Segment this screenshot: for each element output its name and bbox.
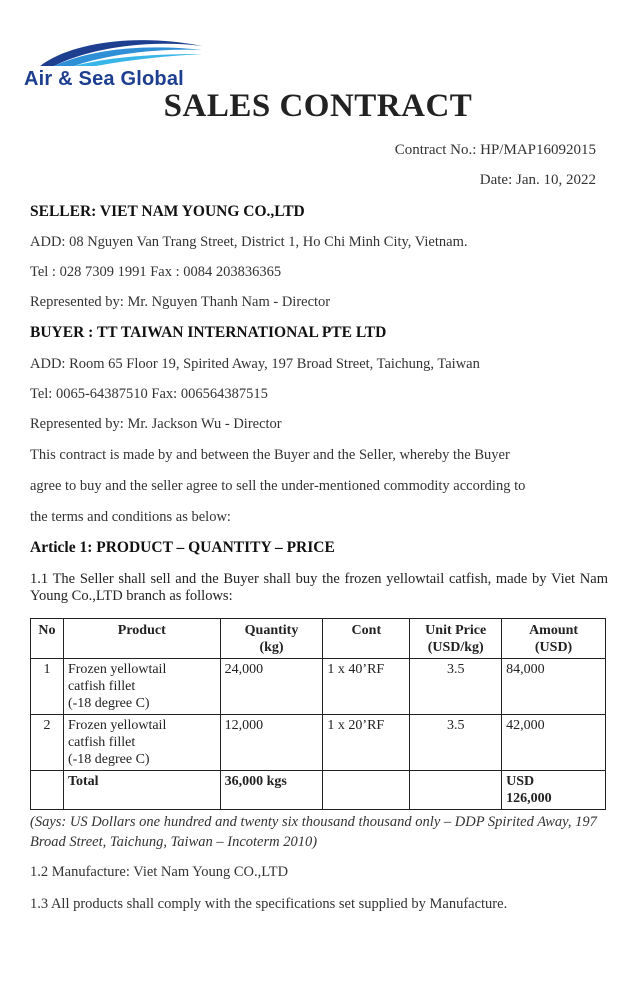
contract-number: Contract No.: HP/MAP16092015	[394, 142, 596, 158]
row-unit-price: 3.5	[410, 715, 502, 771]
header-quantity-line-2: (kg)	[259, 640, 284, 655]
intro-line-1: This contract is made by and between the Buyer and the Seller, whereby the Buyer	[30, 447, 510, 463]
buyer-phone: Tel: 0065-64387510 Fax: 006564387515	[30, 386, 268, 402]
wave-logo-icon	[34, 36, 204, 70]
total-label: Total	[63, 771, 220, 810]
header-amount-line-2: (USD)	[534, 640, 573, 655]
row-no: 1	[31, 659, 64, 715]
intro-line-2: agree to buy and the seller agree to sell the under-mentioned commodity according to	[30, 478, 526, 494]
row-quantity: 12,000	[220, 715, 323, 771]
amount-in-words: (Says: US Dollars one hundred and twenty six thousand thousand only – DDP Spirited Away, 197 Broad Street, Taichung, Taiwan – Incoterm 2010)	[30, 814, 597, 850]
row-product	[63, 715, 220, 771]
header-unit-price-line-2: (USD/kg)	[427, 640, 484, 655]
product-line-2: catfish fillet	[67, 679, 136, 694]
document-title: SALES CONTRACT	[163, 88, 473, 124]
header-quantity	[220, 619, 323, 659]
article-1-heading: Article 1: PRODUCT – QUANTITY – PRICE	[30, 539, 335, 556]
row-unit-price: 3.5	[410, 659, 502, 715]
product-line-1: Frozen yellowtail	[67, 718, 167, 733]
header-amount-line-1: Amount	[529, 623, 579, 638]
product-line-1: Frozen yellowtail	[67, 662, 167, 677]
product-table	[30, 618, 606, 810]
logo-text: Air & Sea Global	[24, 68, 184, 90]
product-line-3: (-18 degree C)	[67, 696, 150, 711]
total-quantity: 36,000 kgs	[220, 771, 323, 810]
product-line-2: catfish fillet	[67, 735, 136, 750]
seller-heading: SELLER: VIET NAM YOUNG CO.,LTD	[30, 203, 305, 220]
header-cont: Cont	[323, 619, 410, 659]
company-logo	[22, 36, 202, 96]
header-unit-price-line-1: Unit Price	[425, 623, 487, 638]
row-amount: 84,000	[502, 659, 606, 715]
row-cont: 1 x 20’RF	[323, 715, 410, 771]
total-cont-cell	[323, 771, 410, 810]
total-amount-currency: USD	[506, 774, 535, 789]
table-header-row	[31, 619, 606, 659]
total-price-cell	[410, 771, 502, 810]
total-amount-value: 126,000	[506, 791, 552, 806]
buyer-representative: Represented by: Mr. Jackson Wu - Director	[30, 416, 282, 432]
seller-address: ADD: 08 Nguyen Van Trang Street, District 1, Ho Chi Minh City, Vietnam.	[30, 234, 468, 250]
row-product	[63, 659, 220, 715]
buyer-heading: BUYER : TT TAIWAN INTERNATIONAL PTE LTD	[30, 324, 387, 341]
table-total-row	[31, 771, 606, 810]
header-amount	[502, 619, 606, 659]
total-amount	[502, 771, 606, 810]
clause-1-2: 1.2 Manufacture: Viet Nam Young CO.,LTD	[30, 864, 289, 880]
buyer-address: ADD: Room 65 Floor 19, Spirited Away, 197 Broad Street, Taichung, Taiwan	[30, 356, 480, 372]
clause-1-3: 1.3 All products shall comply with the specifications set supplied by Manufacture.	[30, 896, 508, 912]
row-amount: 42,000	[502, 715, 606, 771]
clause-1-1: 1.1 The Seller shall sell and the Buyer shall buy the frozen yellowtail catfish, made by Viet Nam Young Co.,LTD branch as follows:	[30, 571, 608, 604]
row-quantity: 24,000	[220, 659, 323, 715]
intro-line-3: the terms and conditions as below:	[30, 509, 231, 525]
row-no: 2	[31, 715, 64, 771]
header-product: Product	[63, 619, 220, 659]
contract-date: Date: Jan. 10, 2022	[479, 172, 596, 188]
header-no: No	[31, 619, 64, 659]
seller-phone: Tel : 028 7309 1991 Fax : 0084 203836365	[30, 264, 282, 280]
table-row	[31, 659, 606, 715]
header-unit-price	[410, 619, 502, 659]
table-row	[31, 715, 606, 771]
seller-representative: Represented by: Mr. Nguyen Thanh Nam - Director	[30, 294, 331, 310]
row-cont: 1 x 40’RF	[323, 659, 410, 715]
product-line-3: (-18 degree C)	[67, 752, 150, 767]
header-quantity-line-1: Quantity	[244, 623, 299, 638]
total-no-cell	[31, 771, 64, 810]
